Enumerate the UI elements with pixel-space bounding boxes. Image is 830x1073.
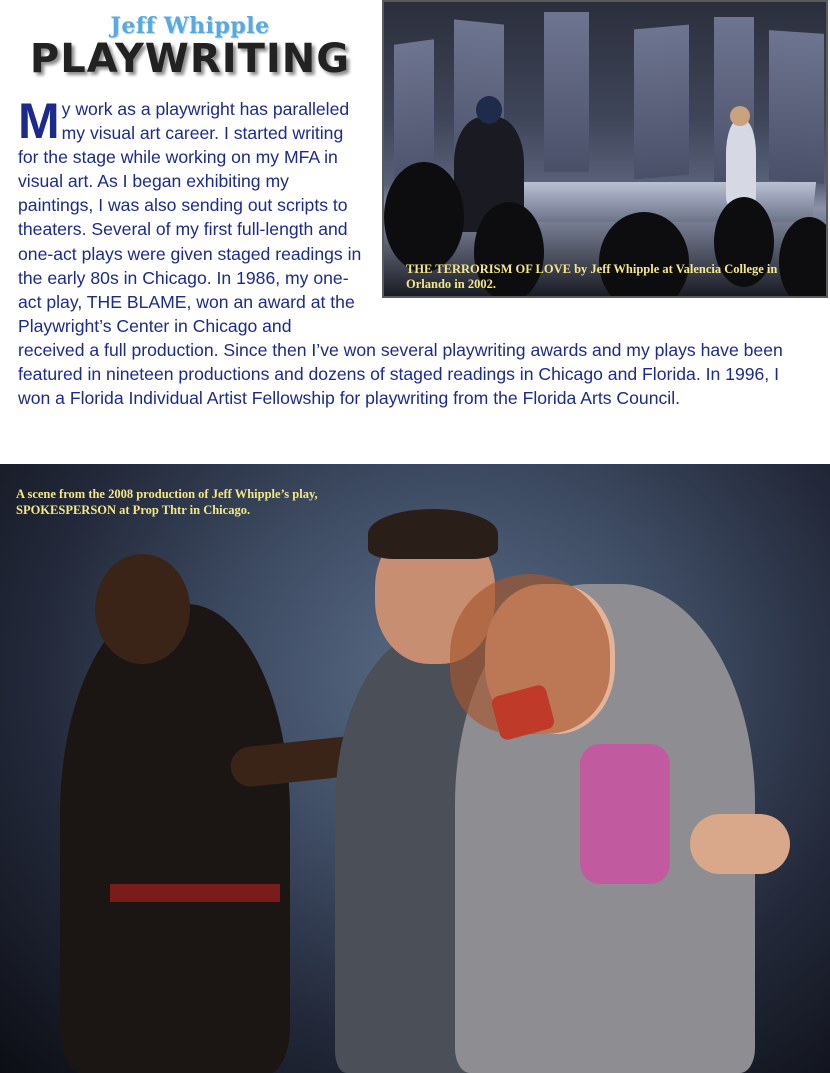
page-header <box>0 14 380 80</box>
scene-photo <box>0 464 830 1073</box>
intro-text: y work as a playwright has paralleled my visual art career. I started writing for the stage while working on my MFA in visual art. As I began exhibiting my paintings, I was also sending out scripts to theaters. Several of my first full-length and one-act plays were given staged readings in the early 80s in Chicago. In 1986, my one-act play, THE BLAME, won an award at the Playwright’s Center in Chicago and received a full production. Since then I’ve won several playwriting awards and my plays have been featured in nineteen productions and dozens of staged readings in Chicago and Florida. In 1996, I won a Florida Individual Artist Fellowship for playwriting from the Florida Arts Council. <box>18 99 783 409</box>
stage-photo-caption: THE TERRORISM OF LOVE by Jeff Whipple at Valencia College in Orlando in 2002. <box>406 262 778 291</box>
scene-photo-caption: A scene from the 2008 production of Jeff Whipple’s play, SPOKESPERSON at Prop Thtr in Chicago. <box>16 487 318 517</box>
page-title: PLAYWRITING <box>29 36 351 82</box>
drop-cap: M <box>18 93 60 149</box>
author-name: Jeff Whipple <box>110 13 270 39</box>
intro-paragraph <box>18 93 814 410</box>
